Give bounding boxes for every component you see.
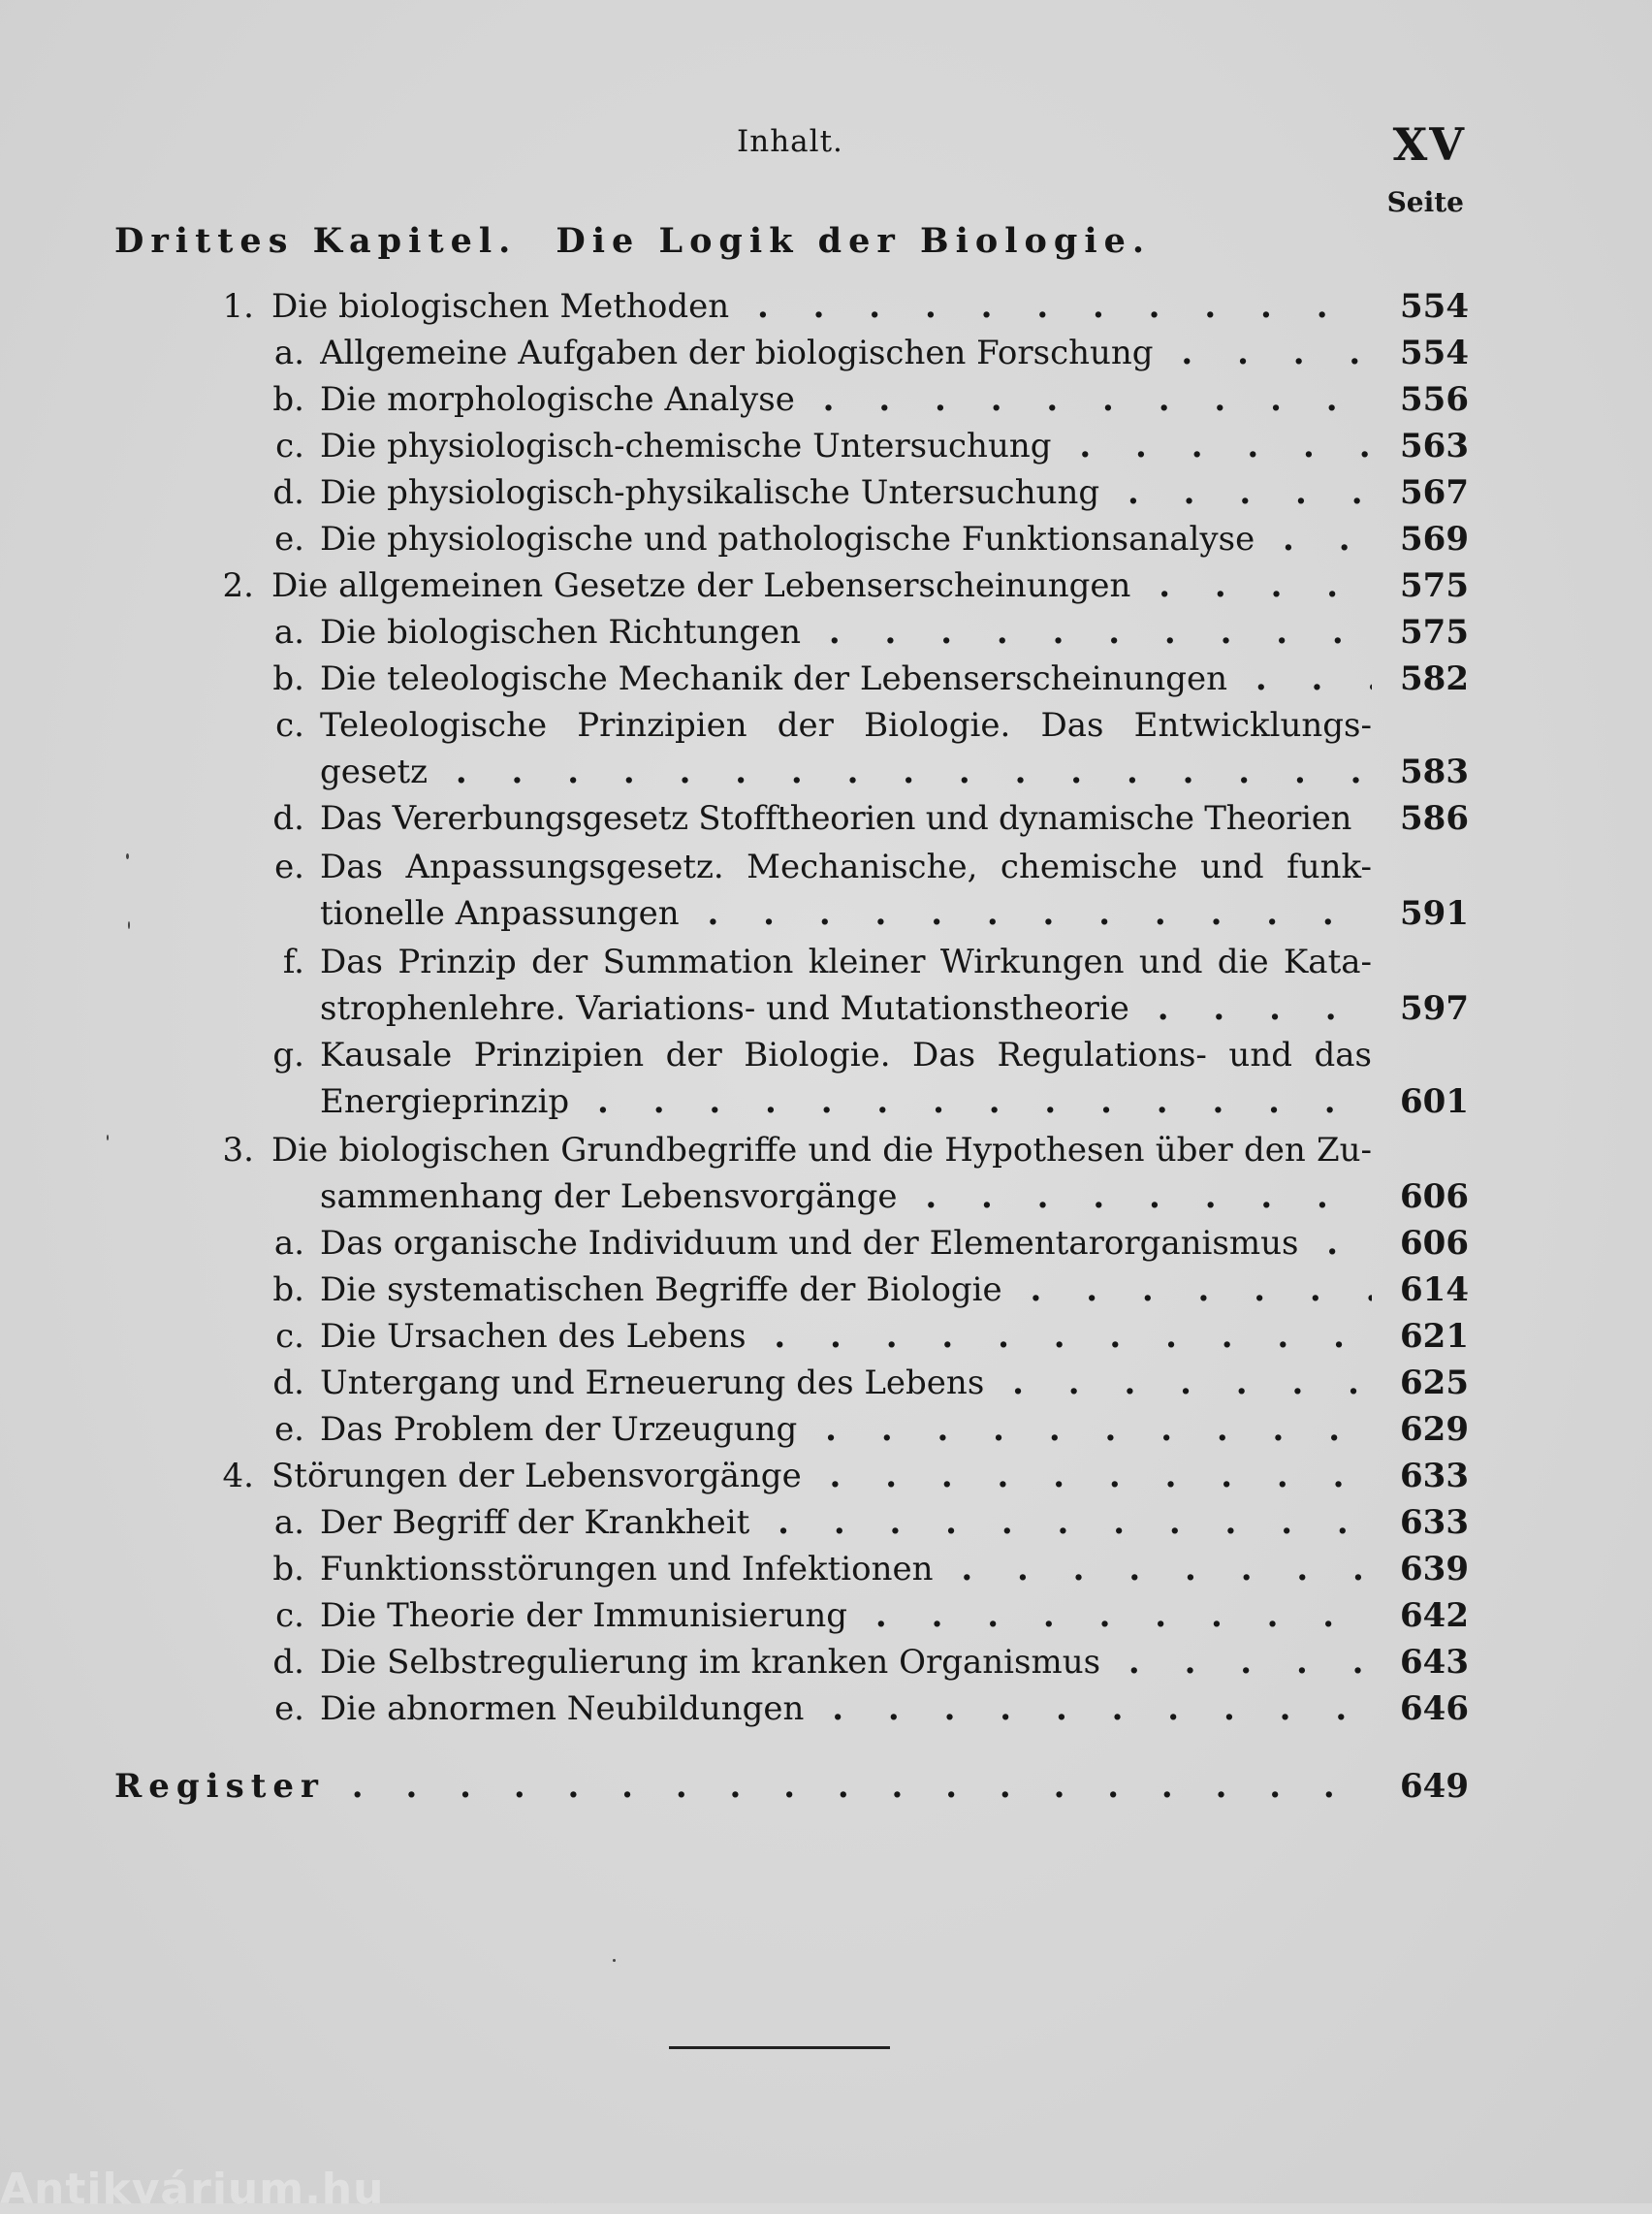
toc-entry[interactable]: [0, 844, 1652, 890]
toc-entry[interactable]: [0, 1313, 1652, 1360]
entry-number: e.: [274, 1689, 304, 1728]
toc-entry[interactable]: [0, 1639, 1652, 1685]
seite-column-label: Seite: [1386, 186, 1464, 218]
entry-page: 575: [1400, 566, 1469, 605]
toc-entry-continuation: [0, 985, 1652, 1032]
toc-entry[interactable]: [0, 1499, 1652, 1546]
toc-entry[interactable]: [0, 1546, 1652, 1592]
entry-title: Die biologischen Richtungen . . .: [320, 609, 1372, 656]
watermark: Antikvárium.hu: [0, 2165, 385, 2214]
entry-page: 601: [1400, 1082, 1469, 1121]
entry-title: Die allgemeinen Gesetze der Lebenserscheinungen . . .: [271, 562, 1372, 609]
entry-page: 606: [1400, 1177, 1469, 1216]
entry-title: Die biologischen Methoden . . .: [271, 283, 1372, 330]
entry-page: 621: [1400, 1317, 1469, 1356]
toc-entry[interactable]: [0, 516, 1652, 562]
entry-page: 642: [1400, 1596, 1469, 1635]
chapter-title: Die Logik der Biologie.: [556, 221, 1152, 261]
entry-title: Das Vererbungsgesetz Stofftheorien und dynamische Theorien: [320, 799, 1352, 838]
entry-title: Die physiologische und pathologische Funktionsanalyse . . .: [320, 516, 1372, 562]
toc-entry-continuation: [0, 749, 1652, 795]
entry-title: Das organische Individuum und der Elementarorganismus . . .: [320, 1220, 1372, 1267]
entry-number: b.: [272, 1550, 304, 1588]
entry-page: 569: [1400, 520, 1469, 559]
entry-title: Kausale Prinzipien der Biologie. Das Regulations- und das: [320, 1036, 1372, 1075]
entry-number: a.: [273, 613, 304, 652]
entry-number: a.: [273, 1503, 304, 1542]
entry-number: d.: [272, 799, 304, 838]
toc-entry[interactable]: [0, 1220, 1652, 1267]
entry-title: Die systematischen Begriffe der Biologie . . .: [320, 1267, 1372, 1313]
entry-page: 556: [1400, 380, 1469, 419]
toc-entry[interactable]: [0, 1360, 1652, 1406]
entry-title: Die teleologische Mechanik der Lebenserscheinungen . . .: [320, 656, 1372, 702]
entry-number: b.: [272, 1270, 304, 1309]
entry-page: 575: [1400, 613, 1469, 652]
toc-entry[interactable]: [0, 1592, 1652, 1639]
toc-entry[interactable]: [0, 702, 1652, 749]
entry-page: 646: [1400, 1689, 1469, 1728]
entry-title: Die Selbstregulierung im kranken Organismus . . .: [320, 1639, 1372, 1685]
entry-number: c.: [275, 427, 304, 465]
toc-entry[interactable]: [0, 1406, 1652, 1453]
entry-title: Allgemeine Aufgaben der biologischen Forschung . . .: [320, 330, 1372, 376]
entry-page: 554: [1400, 287, 1469, 326]
entry-title: Das Prinzip der Summation kleiner Wirkungen und die Kata-: [320, 943, 1372, 981]
entry-title: Das Problem der Urzeugung . . .: [320, 1406, 1372, 1453]
toc-entry-continuation: [0, 1173, 1652, 1220]
toc-entry-continuation: [0, 890, 1652, 937]
entry-page: 563: [1400, 427, 1469, 465]
toc-entry-continuation: [0, 1078, 1652, 1125]
entry-page: 582: [1400, 659, 1469, 698]
entry-title: Die physiologisch-chemische Untersuchung . . .: [320, 423, 1372, 469]
entry-number: a.: [273, 334, 304, 372]
entry-page: 629: [1400, 1410, 1469, 1449]
paper-speck: [128, 921, 130, 929]
entry-page: 639: [1400, 1550, 1469, 1588]
entry-title: Das Anpassungsgesetz. Mechanische, chemische und funk-: [320, 848, 1372, 886]
toc-entry[interactable]: [0, 1127, 1652, 1173]
entry-number: c.: [275, 1596, 304, 1635]
running-head: Inhalt.: [737, 124, 843, 159]
paper-speck: [613, 1959, 616, 1962]
toc-entry[interactable]: [0, 283, 1652, 330]
chapter-label: Drittes Kapitel.: [114, 221, 518, 261]
toc-entry-register[interactable]: [0, 1763, 1652, 1810]
entry-page: 614: [1400, 1270, 1469, 1309]
toc-entry[interactable]: [0, 1453, 1652, 1499]
chapter-heading: [114, 221, 1151, 261]
entry-number: 4.: [222, 1457, 254, 1495]
entry-title-continuation: Energieprinzip . . .: [320, 1078, 1372, 1125]
entry-page: 606: [1400, 1224, 1469, 1263]
entry-page: 583: [1400, 753, 1469, 791]
entry-title: Die physiologisch-physikalische Untersuchung . . .: [320, 469, 1372, 516]
toc-entry[interactable]: [0, 330, 1652, 376]
toc-entry[interactable]: [0, 609, 1652, 656]
entry-number: b.: [272, 659, 304, 698]
toc-entry[interactable]: [0, 795, 1652, 842]
entry-number: e.: [274, 1410, 304, 1449]
paper-speck: [107, 1135, 109, 1140]
end-rule-divider: [669, 2046, 890, 2049]
entry-title: Die morphologische Analyse . . .: [320, 376, 1372, 423]
register-page: 649: [1400, 1767, 1469, 1806]
toc-entry[interactable]: [0, 562, 1652, 609]
entry-number: a.: [273, 1224, 304, 1263]
entry-page: 625: [1400, 1364, 1469, 1402]
entry-page: 567: [1400, 473, 1469, 512]
entry-title: Störungen der Lebensvorgänge . . .: [271, 1453, 1372, 1499]
toc-entry[interactable]: [0, 939, 1652, 985]
register-label: Register . . .: [114, 1763, 1372, 1810]
entry-number: 2.: [222, 566, 254, 605]
paper-speck: [126, 853, 129, 859]
toc-entry[interactable]: [0, 1267, 1652, 1313]
entry-title-continuation: tionelle Anpassungen . . .: [320, 890, 1372, 937]
entry-page: 643: [1400, 1643, 1469, 1682]
entry-title-continuation: strophenlehre. Variations- und Mutationstheorie . . .: [320, 985, 1372, 1032]
entry-title-continuation: gesetz . . .: [320, 749, 1372, 795]
entry-number: b.: [272, 380, 304, 419]
entry-number: f.: [282, 943, 304, 981]
entry-number: d.: [272, 1364, 304, 1402]
entry-number: 1.: [222, 287, 254, 326]
entry-number: c.: [275, 1317, 304, 1356]
toc-entry[interactable]: [0, 423, 1652, 469]
entry-number: 3.: [222, 1131, 254, 1170]
entry-page: 597: [1400, 989, 1469, 1028]
toc-entry[interactable]: [0, 1032, 1652, 1078]
entry-page: 591: [1400, 894, 1469, 933]
entry-number: c.: [275, 706, 304, 745]
entry-title: Funktionsstörungen und Infektionen . . .: [320, 1546, 1372, 1592]
entry-title: Der Begriff der Krankheit . . .: [320, 1499, 1372, 1546]
entry-page: 586: [1400, 799, 1469, 838]
entry-page: 554: [1400, 334, 1469, 372]
toc-entry[interactable]: [0, 656, 1652, 702]
toc-entry[interactable]: [0, 469, 1652, 516]
entry-number: e.: [274, 848, 304, 886]
entry-title: Die abnormen Neubildungen . . .: [320, 1685, 1372, 1732]
entry-title: Untergang und Erneuerung des Lebens . . .: [320, 1360, 1372, 1406]
entry-number: g.: [272, 1036, 304, 1075]
entry-page: 633: [1400, 1503, 1469, 1542]
entry-number: e.: [274, 520, 304, 559]
entry-title-continuation: sammenhang der Lebensvorgänge . . .: [320, 1173, 1372, 1220]
page-number: XV: [1392, 118, 1466, 171]
entry-title: Teleologische Prinzipien der Biologie. Das Entwicklungs-: [320, 706, 1372, 745]
toc-entry[interactable]: [0, 1685, 1652, 1732]
entry-page: 633: [1400, 1457, 1469, 1495]
entry-title: Die Ursachen des Lebens . . .: [320, 1313, 1372, 1360]
entry-title: Die biologischen Grundbegriffe und die Hypothesen über den Zu-: [271, 1131, 1372, 1170]
entry-title: Die Theorie der Immunisierung . . .: [320, 1592, 1372, 1639]
entry-number: d.: [272, 1643, 304, 1682]
entry-number: d.: [272, 473, 304, 512]
toc-entry[interactable]: [0, 376, 1652, 423]
